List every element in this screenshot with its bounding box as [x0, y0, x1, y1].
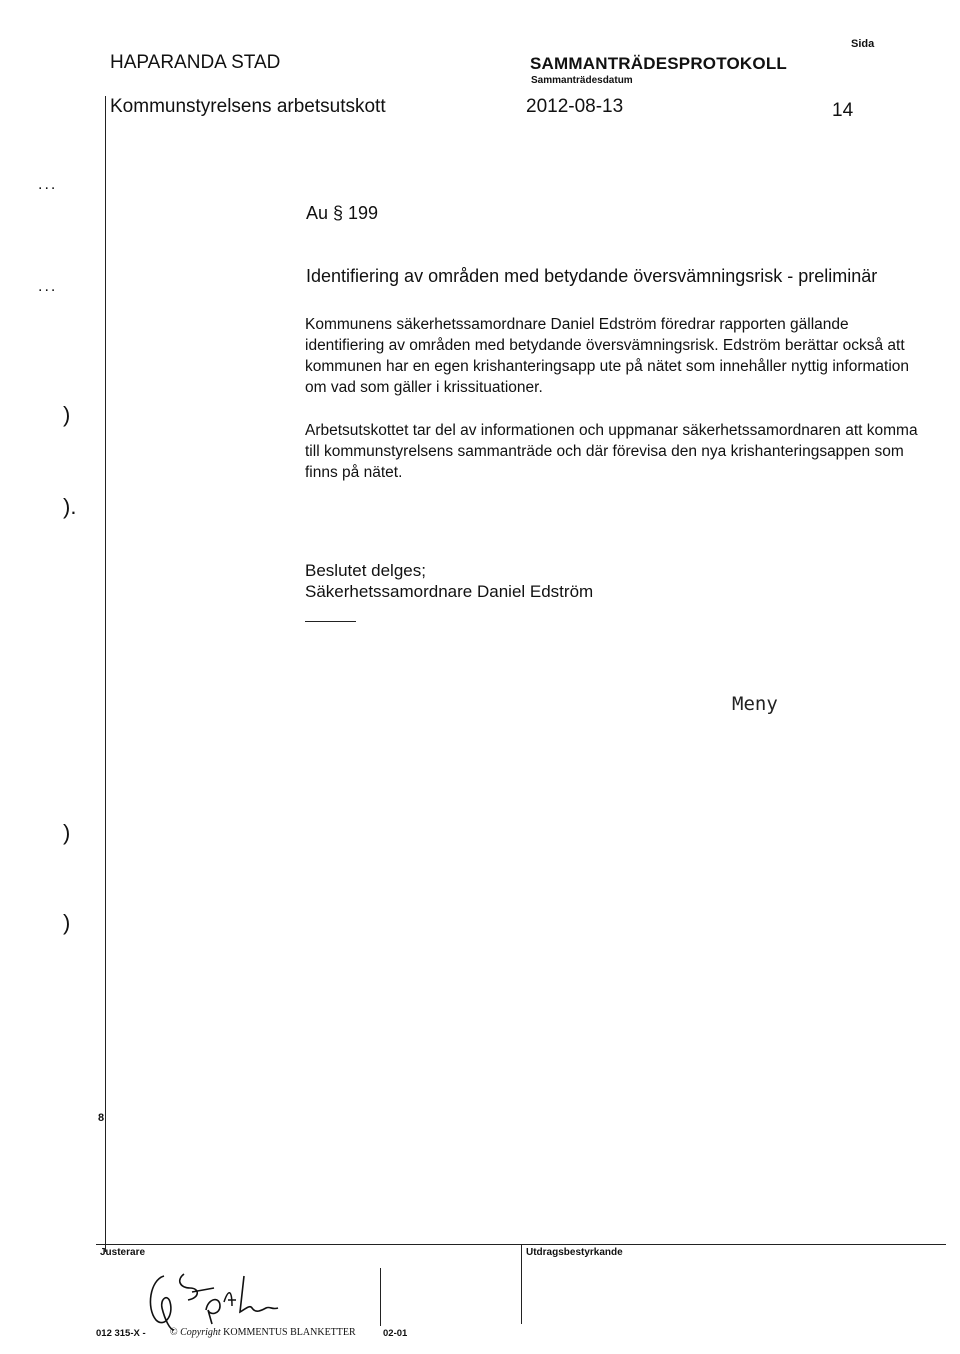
paragraph: Arbetsutskottet tar del av informationen och uppmanar säkerhetssamordnaren att komma till kommunstyrelsens sammanträde och där förevisa den nya krishanteringsappen som finns på nätet.: [305, 422, 918, 481]
left-margin-rule: [105, 96, 106, 1252]
page-marker: 8: [98, 1112, 105, 1124]
meeting-date-label: Sammanträdesdatum: [531, 75, 633, 86]
copyright-icon: ©: [170, 1327, 178, 1338]
margin-paren: ): [63, 820, 71, 845]
extract-label: Utdragsbestyrkande: [526, 1247, 623, 1258]
form-date: 02-01: [383, 1328, 408, 1339]
margin-ellipsis: ...: [38, 176, 58, 193]
paragraph: Kommunens säkerhetssamordnare Daniel Edström föredrar rapporten gällande identifiering av områden med betydande översvämningsrisk. Edström berättar också att kommunen har en egen krishanteringsapp ute på nätet som innehåller nyttig information om vad som gäller i krissituationer.: [305, 316, 910, 396]
committee-name: Kommunstyrelsens arbetsutskott: [110, 96, 386, 117]
menu-link[interactable]: Meny: [732, 693, 778, 715]
organization-name: HAPARANDA STAD: [110, 52, 281, 73]
form-code: 012 315-X -: [96, 1328, 146, 1339]
margin-paren: ).: [63, 494, 77, 519]
signature-tick: [380, 1268, 381, 1326]
justerare-label: Justerare: [100, 1247, 146, 1258]
copyright-word: Copyright: [180, 1327, 221, 1338]
margin-paren: ): [63, 910, 71, 935]
publisher-name: KOMMENTUS BLANKETTER: [223, 1327, 356, 1338]
document-type: SAMMANTRÄDESPROTOKOLL: [530, 54, 787, 73]
section-number: Au § 199: [306, 203, 379, 223]
signature-image: [140, 1258, 290, 1338]
decision-recipient: Säkerhetssamordnare Daniel Edström: [305, 582, 594, 601]
item-heading: Identifiering av områden med betydande översvämningsrisk - preliminär: [306, 266, 878, 286]
meeting-date: 2012-08-13: [526, 96, 624, 117]
decision-label: Beslutet delges;: [305, 561, 426, 580]
divider: [305, 621, 356, 622]
page-label: Sida: [851, 38, 875, 50]
margin-ellipsis: ...: [38, 278, 58, 295]
page-number: 14: [832, 100, 854, 121]
copyright-notice: [170, 1327, 356, 1338]
margin-paren: ): [63, 402, 71, 427]
footer-divider: [521, 1244, 522, 1324]
